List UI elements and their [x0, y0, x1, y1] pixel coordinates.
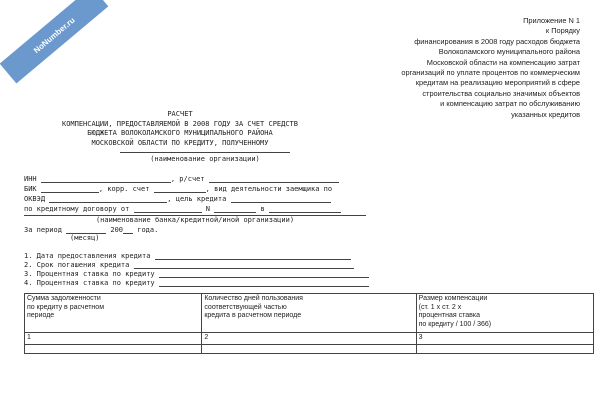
- activity-label: , вид деятельности заемщика по: [205, 185, 333, 193]
- appendix-line: и компенсацию затрат по обслуживанию: [440, 99, 580, 109]
- appendix-line: финансирования в 2008 году расходов бюджета: [414, 36, 580, 46]
- rs-field[interactable]: [209, 174, 339, 183]
- organization-name-field[interactable]: [120, 152, 290, 153]
- appendix-header: [350, 16, 580, 120]
- okved-label: ОКВЭД: [24, 195, 46, 203]
- bik-label: БИК: [24, 185, 37, 193]
- organization-label: (наименование организации): [150, 155, 260, 163]
- item-field[interactable]: [159, 278, 369, 287]
- table-cell: 3: [416, 333, 593, 345]
- year-prefix: 200: [110, 226, 124, 234]
- table-header: Сумма задолженности по кредиту в расчетном периоде: [25, 294, 202, 333]
- table-row: [25, 344, 594, 353]
- table-header-row: [25, 294, 594, 333]
- period-label: За период: [24, 226, 62, 234]
- table-header: Количество дней пользования соответствующей частью кредита в расчетном периоде: [202, 294, 416, 333]
- appendix-line: указанных кредитов: [511, 109, 580, 119]
- month-label: (месяц): [70, 234, 100, 242]
- inn-label: ИНН: [24, 175, 37, 183]
- item-label: 2. Срок погашения кредита: [24, 261, 130, 269]
- contract-date-field[interactable]: [134, 204, 202, 213]
- goal-field[interactable]: [231, 194, 331, 203]
- okved-field[interactable]: [49, 194, 167, 203]
- document-title: [0, 110, 360, 148]
- appendix-line: Приложение N 1: [523, 16, 580, 25]
- bik-field[interactable]: [41, 184, 99, 193]
- inn-row: [24, 174, 339, 184]
- inn-field[interactable]: [41, 174, 171, 183]
- appendix-line: Московской области на компенсацию затрат: [426, 57, 580, 67]
- ks-field[interactable]: [154, 184, 206, 193]
- table-cell[interactable]: [416, 344, 593, 353]
- contract-row: [24, 204, 341, 214]
- table-cell: 1: [25, 333, 202, 345]
- table-number-row: [25, 333, 594, 345]
- appendix-line: к Порядку: [545, 26, 580, 36]
- table-cell[interactable]: [25, 344, 202, 353]
- item-field[interactable]: [134, 260, 354, 269]
- year-suffix: года.: [137, 226, 159, 234]
- bank-label: (наименование банка/кредитной/иной организации): [95, 216, 295, 224]
- title-line: БЮДЖЕТА ВОЛОКОЛАМСКОГО МУНИЦИПАЛЬНОГО РАЙОНА: [87, 129, 273, 137]
- table-cell: 2: [202, 333, 416, 345]
- compensation-table: [24, 293, 594, 354]
- title-line: МОСКОВСКОЙ ОБЛАСТИ ПО КРЕДИТУ, ПОЛУЧЕННОМУ: [91, 138, 269, 147]
- item-field[interactable]: [155, 251, 351, 260]
- bik-row: [24, 184, 332, 194]
- item-field[interactable]: [159, 269, 369, 278]
- appendix-line: строительства социально значимых объектов: [422, 88, 580, 98]
- ks-label: , корр. счет: [98, 185, 150, 193]
- okved-row: [24, 194, 331, 204]
- watermark: NoNumber.ru: [0, 0, 108, 84]
- table-header: Размер компенсации (ст. 1 x ст. 2 x процентная ставка по кредиту / 100 / 366): [416, 294, 593, 333]
- month-field[interactable]: [66, 225, 106, 234]
- title-line: РАСЧЕТ: [167, 110, 193, 118]
- year-field[interactable]: [123, 225, 133, 234]
- rs-label: , р/счет: [170, 175, 205, 183]
- contract-bank-field[interactable]: [269, 204, 341, 213]
- contract-number-label: N: [205, 205, 211, 213]
- appendix-line: Волоколамского муниципального района: [438, 47, 580, 57]
- appendix-line: организаций по уплате процентов по коммерческим: [401, 68, 580, 78]
- item-label: 4. Процентная ставка по кредиту: [24, 279, 155, 287]
- title-line: КОМПЕНСАЦИИ, ПРЕДОСТАВЛЯЕМОЙ В 2008 ГОДУ ЗА СЧЕТ СРЕДСТВ: [61, 119, 298, 128]
- appendix-line: кредитам на реализацию мероприятий в сфере: [415, 78, 580, 88]
- contract-number-field[interactable]: [214, 204, 256, 213]
- contract-bank-label: в: [260, 205, 265, 213]
- item-label: 3. Процентная ставка по кредиту: [24, 270, 155, 278]
- item-label: 1. Дата предоставления кредита: [24, 252, 151, 260]
- contract-label: по кредитному договору от: [24, 205, 130, 213]
- table-cell[interactable]: [202, 344, 416, 353]
- item-row: [24, 278, 369, 288]
- goal-label: , цель кредита: [167, 195, 227, 203]
